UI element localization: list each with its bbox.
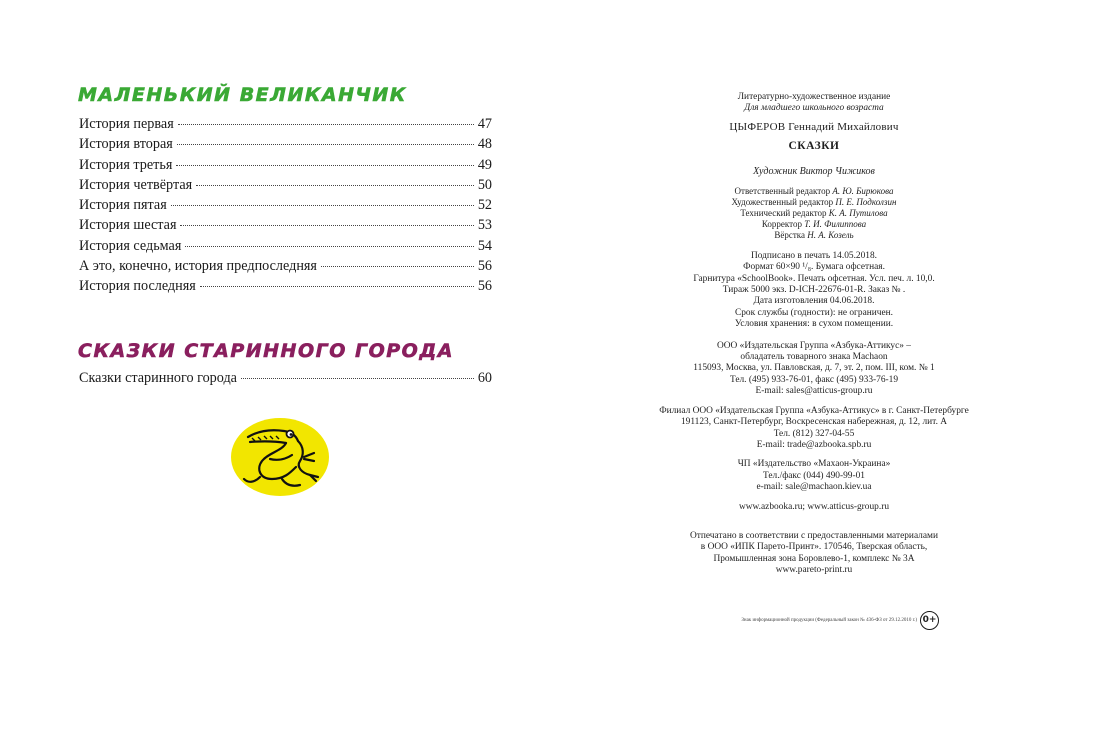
toc-leader-dots (185, 245, 473, 247)
info-product-label (689, 609, 939, 631)
branch-info (619, 406, 1009, 452)
toc-entry (79, 136, 492, 156)
age-rating-badge: 0+ (920, 611, 939, 630)
toc-entry (79, 217, 492, 237)
artist-credit: Художник Виктор Чижиков (753, 165, 875, 177)
imprint-line: e-mail: sale@machaon.kiev.ua (756, 482, 872, 493)
toc-entry (79, 157, 492, 177)
imprint-line: www.pareto-print.ru (775, 565, 853, 576)
publisher-info (619, 341, 1009, 398)
toc-entry-page: 48 (477, 136, 492, 153)
imprint-line: обладатель товарного знака Machaon (740, 352, 888, 363)
imprint-line: E-mail: trade@azbooka.spb.ru (756, 439, 872, 450)
toc-entry-title: История четвёртая (79, 176, 193, 193)
imprint-line: в ООО «ИПК Парето-Принт». 170546, Тверская область, (700, 542, 928, 553)
imprint-line: E-mail: sales@atticus-group.ru (755, 386, 873, 397)
crocodile-icon (230, 417, 334, 497)
toc-entry (79, 116, 492, 136)
toc-leader-dots (171, 204, 474, 206)
staff-line: Художественный редактор П. Е. Подколзин (731, 196, 897, 207)
imprint-block (619, 92, 1009, 577)
imprint-line: Промышленная зона Боровлево-1, комплекс № 3А (713, 553, 915, 564)
imprint-line: Тел./факс (044) 490-99-01 (763, 470, 865, 481)
imprint-line: 115093, Москва, ул. Павловская, д. 7, эт. 2, пом. III, ком. № 1 (693, 363, 935, 374)
imprint-page (549, 0, 1099, 746)
info-product-text: Знак информационной продукции (Федеральный закон № 436-ФЗ от 29.12.2010 г.) (741, 617, 917, 623)
toc-entry-title: История шестая (79, 217, 177, 234)
staff-list (619, 186, 1009, 241)
audience: Для младшего школьного возраста (744, 103, 884, 114)
toc-entry-page: 49 (477, 156, 492, 173)
imprint-line: Тел. (495) 933-76-01, факс (495) 933-76-19 (729, 374, 899, 385)
imprint-line: ЧП «Издательство «Махаон-Украина» (737, 459, 891, 470)
toc-leader-dots (178, 123, 474, 125)
toc-entry-page: 47 (477, 116, 492, 132)
toc-entry (79, 238, 492, 258)
toc-list-small-giant (79, 116, 492, 299)
toc-entry-title: История пятая (79, 197, 167, 214)
toc-entry-page: 54 (477, 237, 492, 254)
toc-leader-dots (321, 265, 474, 267)
imprint-line: ООО «Издательская Группа «Азбука-Аттикус» – (716, 340, 911, 351)
toc-entry-page: 60 (477, 370, 492, 386)
section-title-old-town-tales: СКАЗКИ СТАРИННОГО ГОРОДА (78, 340, 454, 362)
toc-entry (79, 197, 492, 217)
toc-leader-dots (241, 377, 474, 379)
toc-list-old-town-tales (79, 370, 492, 390)
author-name: ЦЫФЕРОВ Геннадий Михайлович (729, 120, 899, 133)
toc-entry-page: 52 (477, 197, 492, 214)
toc-entry-title: Сказки старинного города (79, 370, 237, 386)
toc-entry (79, 258, 492, 278)
toc-entry (79, 278, 492, 298)
imprint-line: Подписано в печать 14.05.2018. (750, 250, 878, 261)
staff-line: Вёрстка Н. А. Козель (774, 229, 854, 240)
toc-leader-dots (196, 184, 474, 186)
section-title-small-giant: МАЛЕНЬКИЙ ВЕЛИКАНЧИК (78, 84, 407, 106)
imprint-line: Условия хранения: в сухом помещении. (734, 319, 894, 330)
toc-leader-dots (200, 285, 474, 287)
print-info (619, 251, 1009, 331)
edition-type: Литературно-художественное издание (737, 92, 891, 102)
imprint-line: Тираж 5000 экз. D-ICH-22676-01-R. Заказ № . (722, 285, 906, 296)
book-title: СКАЗКИ (788, 139, 840, 152)
toc-entry-page: 53 (477, 217, 492, 234)
toc-entry-title: История вторая (79, 136, 173, 153)
imprint-line: Срок службы (годности): не ограничен. (734, 307, 894, 318)
toc-entry-title: А это, конечно, история предпоследняя (79, 258, 317, 275)
toc-entry (79, 177, 492, 197)
toc-entry-title: История седьмая (79, 237, 182, 254)
toc-entry-title: История третья (79, 156, 173, 173)
websites: www.azbooka.ru; www.atticus-group.ru (738, 501, 890, 512)
staff-line: Корректор Т. И. Филиппова (761, 218, 867, 229)
toc-leader-dots (176, 164, 473, 166)
ukraine-info (619, 459, 1009, 493)
toc-entry-page: 56 (477, 278, 492, 295)
printer-info (619, 531, 1009, 577)
staff-line: Ответственный редактор А. Ю. Бирюкова (734, 185, 894, 196)
imprint-line: 191123, Санкт-Петербург, Воскресенская набережная, д. 12, лит. А (680, 417, 948, 428)
toc-entry-page: 56 (477, 258, 492, 275)
toc-entry (79, 370, 492, 390)
imprint-line: Отпечатано в соответствии с предоставленными материалами (690, 530, 938, 541)
toc-entry-title: История первая (79, 116, 174, 132)
toc-leader-dots (180, 224, 473, 226)
contents-page (0, 0, 549, 746)
imprint-line: Гарнитура «SchoolBook». Печать офсетная. Усл. печ. л. 10,0. (693, 273, 935, 284)
imprint-line: Формат 60×90 ¹/₈. Бумага офсетная. (743, 262, 885, 273)
imprint-line: Филиал ООО «Издательская Группа «Азбука-Аттикус» в г. Санкт-Петербурге (659, 405, 969, 416)
toc-leader-dots (177, 143, 474, 145)
toc-entry-page: 50 (477, 176, 492, 193)
staff-line: Технический редактор К. А. Путилова (740, 207, 888, 218)
imprint-line: Тел. (812) 327-04-55 (773, 428, 855, 439)
crocodile-illustration (230, 417, 334, 497)
imprint-line: Дата изготовления 04.06.2018. (753, 296, 875, 307)
toc-entry-title: История последняя (79, 278, 196, 295)
